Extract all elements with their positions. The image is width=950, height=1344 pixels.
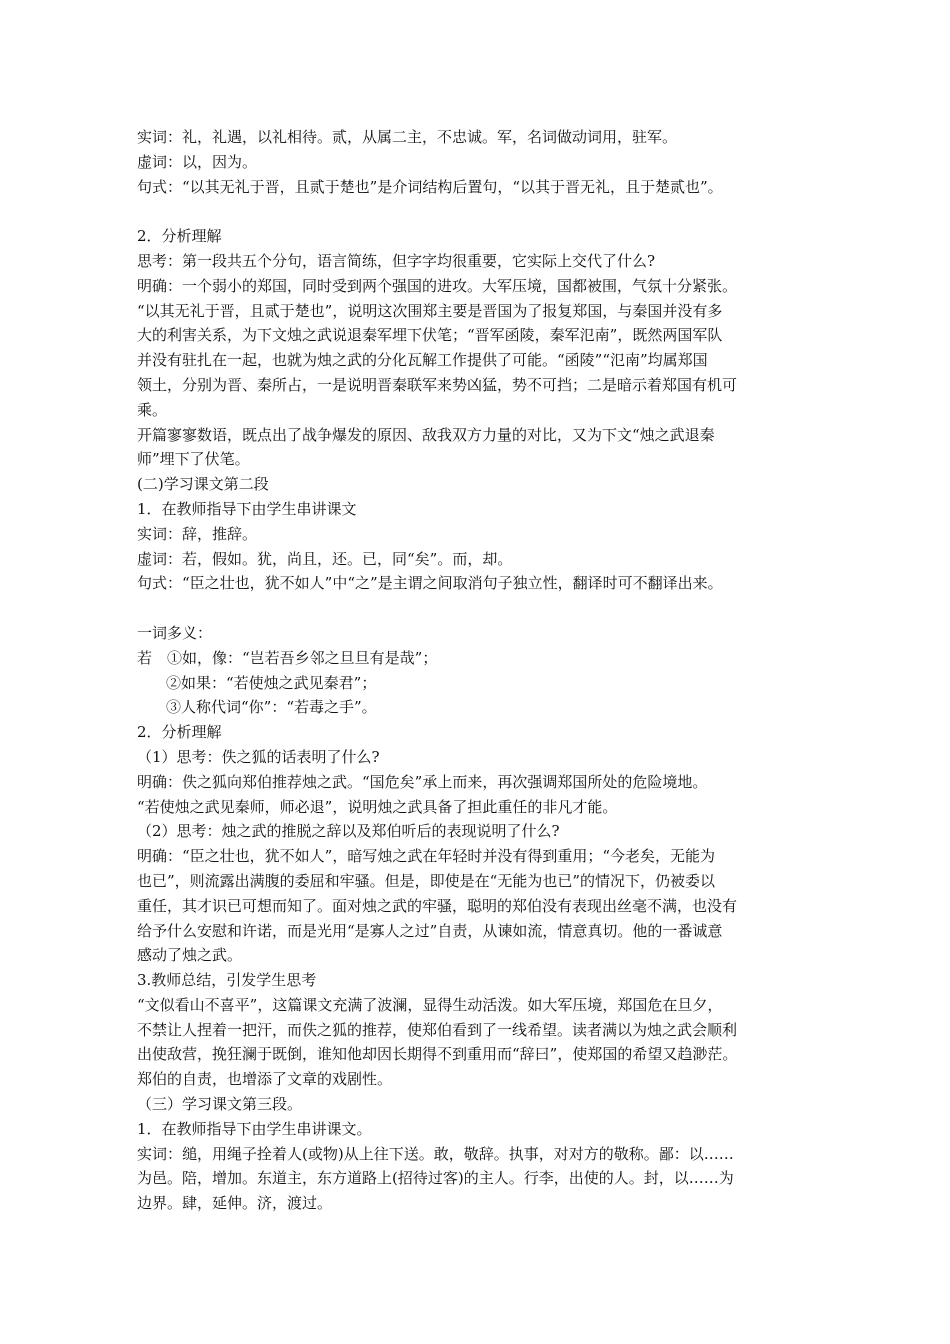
text-line: 实词：礼，礼遇，以礼相待。贰，从属二主，不忠诚。军，名词做动词用，驻军。 xyxy=(137,128,678,146)
text-line: 明确：佚之狐向郑伯推荐烛之武。“国危矣”承上而来，再次强调郑国所处的危险境地。 xyxy=(137,772,708,791)
text-line: 师”埋下了伏笔。 xyxy=(137,450,250,469)
text-line: 重任，其才识已可想而知了。面对烛之武的牢骚，聪明的郑伯没有表现出丝毫不满，也没有 xyxy=(137,896,738,915)
text-line: 也已”，则流露出满腹的委屈和牢骚。但是，即使是在“无能为也已”的情况下，仍被委以 xyxy=(137,871,716,890)
text-line: 给予什么安慰和许诺，而是光用“是寡人之过”自责，从谏如流，情意真切。他的一番诚意 xyxy=(137,921,723,940)
text-line: ③人称代词“你”：“若毒之手”。 xyxy=(166,698,377,717)
text-line: 边界。肆，延伸。济，渡过。 xyxy=(137,1194,333,1213)
section-heading: 3.教师总结，引发学生思考 xyxy=(137,971,317,990)
section-heading: 一词多义： xyxy=(137,623,213,642)
text-line: 虚词：以，因为。 xyxy=(137,152,258,171)
text-line: “若使烛之武见秦师，师必退”，说明烛之武具备了担此重任的非凡才能。 xyxy=(137,797,618,816)
text-line: 并没有驻扎在一起，也就为烛之武的分化瓦解工作提供了可能。“函陵”“氾南”均属郑国 xyxy=(137,351,708,370)
blank-line xyxy=(137,596,827,621)
section-heading: (二)学习课文第二段 xyxy=(137,475,269,494)
text-line: 为邑。陪，增加。东道主，东方道路上(招待过客)的主人。行李，出使的人。封，以……为 xyxy=(137,1169,734,1188)
document-body xyxy=(137,125,827,1216)
text-line: 若 ①如，像：“岂若吾乡邻之旦旦有是哉”； xyxy=(137,648,438,667)
section-heading: 2．分析理解 xyxy=(137,723,222,742)
text-line: （1）思考：佚之狐的话表明了什么? xyxy=(137,747,380,766)
text-line: 大的利害关系，为下文烛之武说退秦军埋下伏笔；“晋军函陵，秦军氾南”，既然两国军队 xyxy=(137,326,723,345)
text-line: 感动了烛之武。 xyxy=(137,946,243,965)
text-line: （2）思考：烛之武的推脱之辞以及郑伯听后的表现说明了什么? xyxy=(137,822,560,841)
text-line: 句式：“以其无礼于晋，且贰于楚也”是介词结构后置句，“以其于晋无礼，且于楚贰也”。 xyxy=(137,177,723,196)
text-line: 郑伯的自责，也增添了文章的戏剧性。 xyxy=(137,1070,393,1089)
text-line: 不禁让人捏着一把汗，而佚之狐的推荐，使郑伯看到了一线希望。读者满以为烛之武会顺利 xyxy=(137,1020,738,1039)
text-line: “文似看山不喜平”，这篇课文充满了波澜，显得生动活泼。如大军压境，郑国危在旦夕， xyxy=(137,995,723,1014)
text-line: 开篇寥寥数语，既点出了战争爆发的原因、敌我双方力量的对比，又为下文“烛之武退秦 xyxy=(137,425,715,444)
text-line: 明确：“臣之壮也，犹不如人”，暗写烛之武在年轻时并没有得到重用；“今老矣，无能为 xyxy=(137,847,716,866)
section-heading: 1．在教师指导下由学生串讲课文。 xyxy=(137,1119,372,1138)
text-line: 实词：缒，用绳子拴着人(或物)从上往下送。敢，敬辞。执事，对对方的敬称。鄙：以…… xyxy=(137,1144,734,1163)
section-heading: 1．在教师指导下由学生串讲课文 xyxy=(137,499,357,518)
text-line: 实词：辞，推辞。 xyxy=(137,524,258,543)
text-line: 明确：一个弱小的郑国，同时受到两个强国的进攻。大军压境，国都被围，气氛十分紧张。 xyxy=(137,276,738,295)
text-line: “以其无礼于晋，且贰于楚也”，说明这次围郑主要是晋国为了报复郑国，与秦国并没有多 xyxy=(137,301,723,320)
blank-line xyxy=(137,199,827,224)
section-heading: 2．分析理解 xyxy=(137,227,222,246)
text-line: 乘。 xyxy=(137,400,168,419)
text-line: 领土，分别为晋、秦所占，一是说明晋秦联军来势凶猛，势不可挡；二是暗示着郑国有机可 xyxy=(137,375,738,394)
section-heading: （三）学习课文第三段。 xyxy=(137,1095,303,1114)
text-line: 虚词：若，假如。犹，尚且，还。已，同“矣”。而，却。 xyxy=(137,549,513,568)
text-line: ②如果：“若使烛之武见秦君”； xyxy=(166,673,377,692)
text-line: 句式：“臣之壮也，犹不如人”中“之”是主谓之间取消句子独立性，翻译时可不翻译出来。 xyxy=(137,574,723,593)
text-line: 思考：第一段共五个分句，语言简练，但字字均很重要，它实际上交代了什么? xyxy=(137,251,656,270)
text-line: 出使敌营，挽狂澜于既倒，谁知他却因长期得不到重用而“辞曰”，使郑国的希望又趋渺茫。 xyxy=(137,1045,738,1064)
